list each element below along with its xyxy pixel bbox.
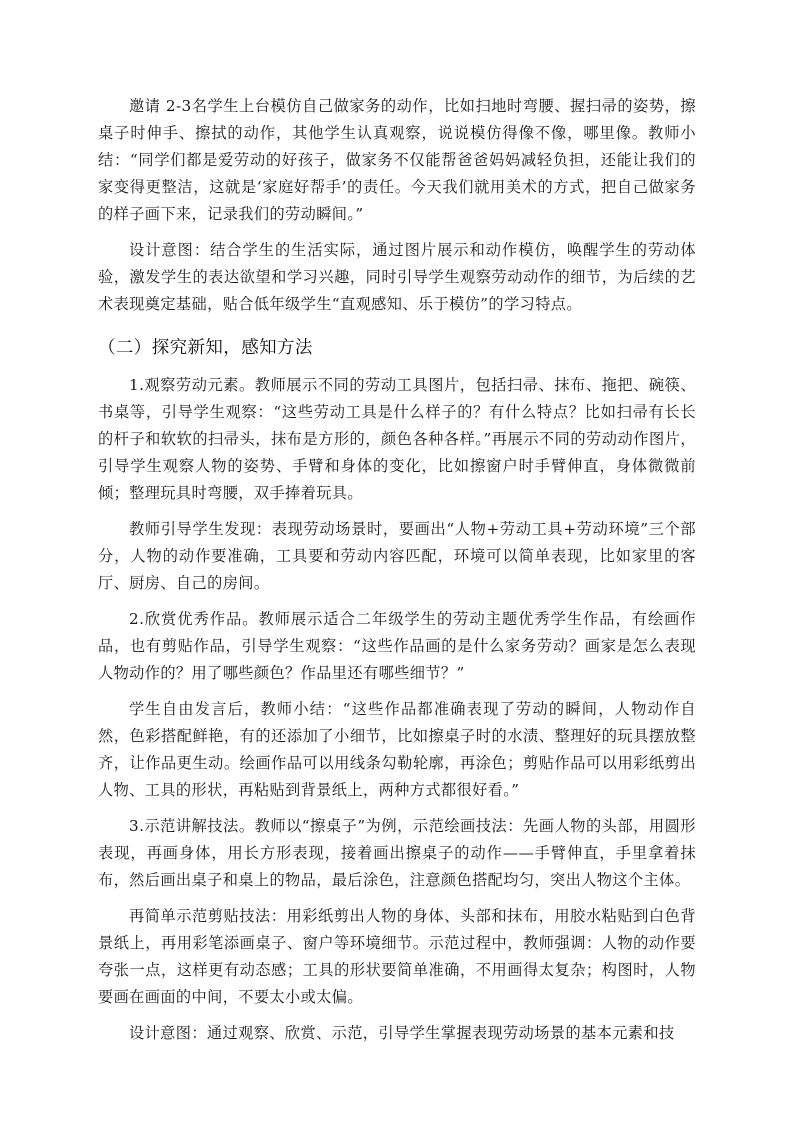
paragraph-demonstrate-collage: 再简单示范剪贴技法：用彩纸剪出人物的身体、头部和抹布，用胶水粘贴到白色背景纸上，再用彩笔添画桌子、窗户等环境细节。示范过程中，教师强调：人物的动作要夸张一点，这样更有动态感；工具的形状要简单准确，不用画得太复杂；构图时，人物要画在画面的中间，不要太小或太偏。 (98, 907, 696, 1006)
paragraph-design-intent-2: 设计意图：通过观察、欣赏、示范，引导学生掌握表现劳动场景的基本元素和技 (129, 1024, 675, 1042)
paragraph-teacher-summary: 学生自由发言后，教师小结：“这些作品都准确表现了劳动的瞬间，人物动作自然，色彩搭配鲜艳，有的还添加了小细节，比如擦桌子时的水渍、整理好的玩具摆放整齐，让作品更生动。绘画作品可以用线条勾勒轮廓，再涂色；剪贴作品可以用彩纸剪出人物、工具的形状，再粘贴到背景纸上，两种方式都很好看。” (98, 700, 696, 799)
paragraph-appreciate-works: 2.欣赏优秀作品。教师展示适合二年级学生的劳动主题优秀学生作品，有绘画作品，也有剪贴作品，引导学生观察：“这些作品画的是什么家务劳动？画家是怎么表现人物动作的？用了哪些颜色？作品里还有哪些细节？” (98, 610, 696, 682)
document-body (98, 93, 696, 1056)
paragraph-teacher-guidance: 教师引导学生发现：表现劳动场景时，要画出“人物+劳动工具+劳动环境”三个部分，人物的动作要准确，工具要和劳动内容匹配，环境可以简单表现，比如家里的客厅、厨房、自己的房间。 (98, 520, 696, 592)
section-heading: （二）探究新知，感知方法 (98, 338, 313, 358)
paragraph-demonstrate-drawing: 3.示范讲解技法。教师以“擦桌子”为例，示范绘画技法：先画人物的头部，用圆形表现，再画身体，用长方形表现，接着画出擦桌子的动作——手臂伸直，手里拿着抹布，然后画出桌子和桌上的物品，最后涂色，注意颜色搭配均匀，突出人物这个主体。 (98, 817, 696, 889)
paragraph-imitation-activity: 邀请 2-3名学生上台模仿自己做家务的动作，比如扫地时弯腰、握扫帚的姿势，擦桌子时伸手、擦拭的动作，其他学生认真观察，说说模仿得像不像，哪里像。教师小结：“同学们都是爱劳动的好孩子，做家务不仅能帮爸爸妈妈减轻负担，还能让我们的家变得更整洁，这就是‘家庭好帮手’的责任。今天我们就用美术的方式，把自己做家务的样子画下来，记录我们的劳动瞬间。” (98, 97, 696, 223)
paragraph-design-intent-1: 设计意图：结合学生的生活实际，通过图片展示和动作模仿，唤醒学生的劳动体验，激发学生的表达欲望和学习兴趣，同时引导学生观察劳动动作的细节，为后续的艺术表现奠定基础，贴合低年级学生“直观感知、乐于模仿”的学习特点。 (98, 241, 696, 313)
paragraph-observe-elements: 1.观察劳动元素。教师展示不同的劳动工具图片，包括扫帚、抹布、拖把、碗筷、书桌等，引导学生观察：“这些劳动工具是什么样子的？有什么特点？比如扫帚有长长的杆子和软软的扫帚头，抹布是方形的，颜色各种各样。”再展示不同的劳动动作图片，引导学生观察人物的姿势、手臂和身体的变化，比如擦窗户时手臂伸直，身体微微前倾；整理玩具时弯腰，双手捧着玩具。 (98, 376, 696, 502)
